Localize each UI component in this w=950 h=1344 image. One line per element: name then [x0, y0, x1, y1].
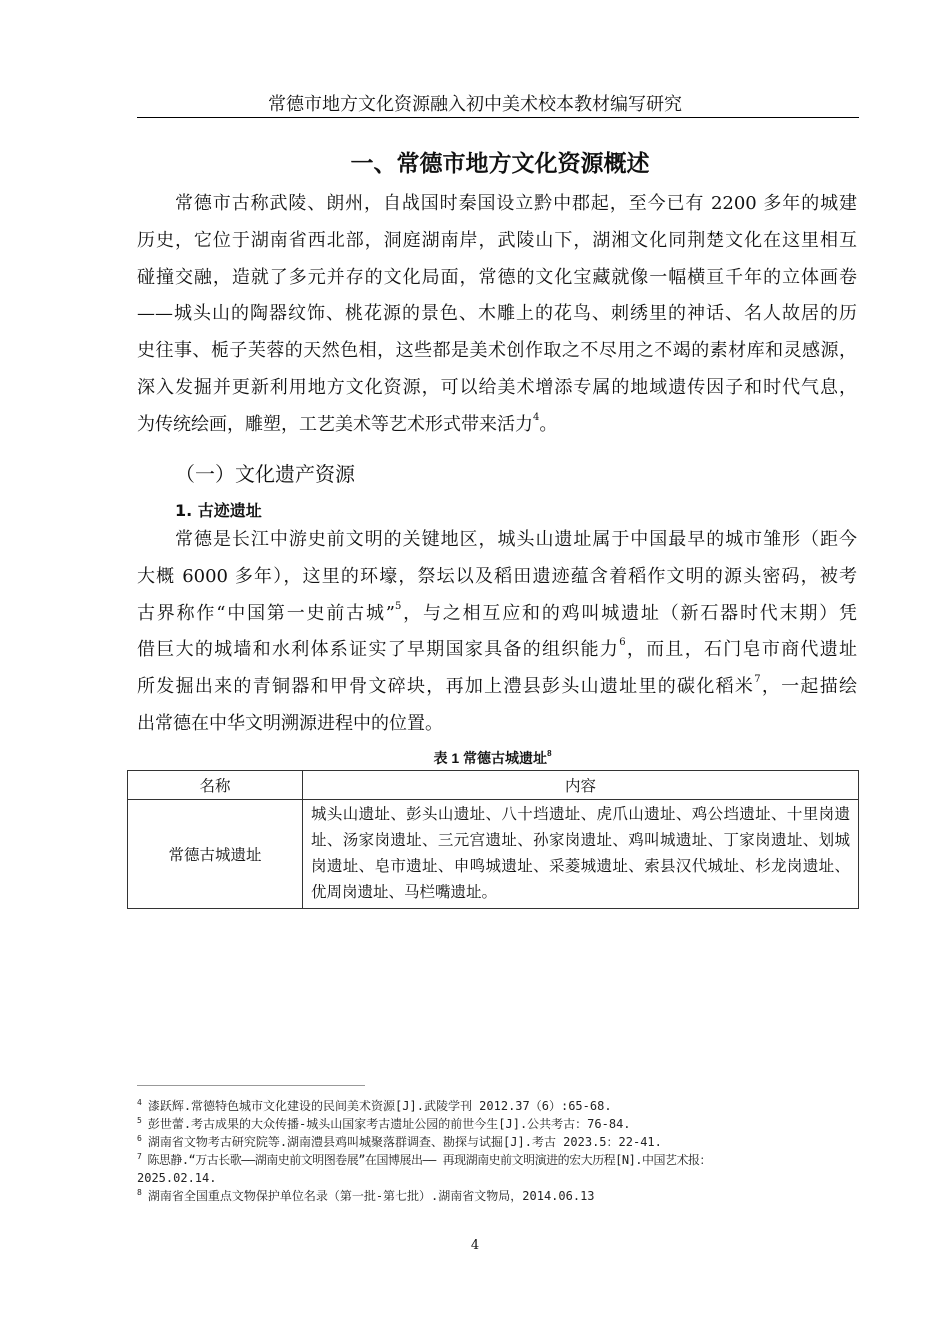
footnote-ref[interactable]: 5 — [394, 600, 402, 612]
footnote — [137, 1115, 862, 1133]
text: ，一起描绘 — [760, 676, 857, 698]
sites-table — [127, 770, 859, 909]
footnote-rule — [137, 1085, 365, 1086]
text: ，与之相互应和的鸡叫城遗址（新石器时代末期）凭 — [401, 602, 857, 624]
column-header-name: 名称 — [128, 771, 303, 800]
text: 古界称作“中国第一史前古城” — [137, 602, 395, 624]
text-line: 大概 6000 多年），这里的环壕，祭坛以及稻田遗迹蕴含着稻作文明的源头密码，被考 — [137, 565, 857, 587]
subsubsection-title: 1. 古迹遗址 — [175, 501, 262, 520]
text-line: 深入发掘并更新利用地方文化资源，可以给美术增添专属的地域遗传因子和时代气息， — [137, 376, 857, 398]
caption-text: 表 1 常德古城遗址 — [433, 750, 548, 766]
footnote-number: 5 — [137, 1116, 142, 1125]
footnote-ref[interactable]: 4 — [533, 411, 540, 423]
table-caption — [0, 748, 950, 768]
cell-name: 常德古城遗址 — [128, 800, 303, 909]
footnote-text: 彭世蕾.考古成果的大众传播-城头山国家考古遗址公园的前世今生[J].公共考古：76-84. — [147, 1117, 631, 1131]
paragraph-sites — [137, 522, 857, 743]
section-title: 一、常德市地方文化资源概述 — [350, 151, 650, 177]
header-rule — [137, 117, 859, 118]
footnote-text: 湖南省全国重点文物保护单位名录（第一批-第七批）.湖南省文物局，2014.06.13 — [147, 1189, 595, 1203]
table-header-row — [128, 771, 859, 800]
footnote-ref[interactable]: 8 — [547, 749, 552, 758]
footnote-number: 6 — [137, 1134, 142, 1143]
text: 为传统绘画，雕塑，工艺美术等艺术形式带来活力 — [137, 413, 533, 435]
text-line: ——城头山的陶器纹饰、桃花源的景色、木雕上的花鸟、刺绣里的神话、名人故居的历 — [137, 303, 857, 325]
footnote-number: 4 — [137, 1098, 142, 1107]
text: 。 — [539, 413, 558, 435]
text-line: 常德是长江中游史前文明的关键地区，城头山遗址属于中国最早的城市雏形（距今 — [175, 529, 857, 550]
subsection-title: （一）文化遗产资源 — [175, 462, 355, 486]
text-line — [137, 596, 857, 633]
text-line — [137, 632, 857, 669]
cell-content: 城头山遗址、彭头山遗址、八十垱遗址、虎爪山遗址、鸡公垱遗址、十里岗遗址、汤家岗遗址、三元宫遗址、孙家岗遗址、鸡叫城遗址、丁家岗遗址、划城岗遗址、皂市遗址、申鸣城遗址、采菱城遗址、索县汉代城址、杉龙岗遗址、优周岗遗址、马栏嘴遗址。 — [303, 800, 859, 909]
running-header: 常德市地方文化资源融入初中美术校本教材编写研究 — [268, 94, 682, 115]
footnote-text: 湖南省文物考古研究院等.湖南澧县鸡叫城聚落群调查、勘探与试掘[J].考古 2023.5：22-41. — [147, 1135, 662, 1149]
footnote-continuation: 2025.02.14. — [137, 1171, 217, 1185]
footnote-number: 7 — [137, 1152, 142, 1161]
text-line — [137, 669, 857, 706]
text-line: 历史，它位于湖南省西北部，洞庭湖南岸，武陵山下，湖湘文化同荆楚文化在这里相互 — [137, 229, 857, 251]
text-line: 出常德在中华文明溯源进程中的位置。 — [137, 712, 443, 734]
text-line: 碰撞交融，造就了多元并存的文化局面，常德的文化宝藏就像一幅横亘千年的立体画卷 — [137, 266, 857, 288]
paragraph-overview — [137, 186, 857, 444]
footnote — [137, 1187, 862, 1205]
footnote — [137, 1151, 862, 1169]
footnote — [137, 1133, 862, 1151]
text: 借巨大的城墙和水利体系证实了早期国家具备的组织能力 — [137, 639, 620, 661]
footnotes — [137, 1097, 862, 1205]
text: ，而且，石门皂市商代遗址 — [625, 639, 857, 661]
footnote-text: 漆跃辉.常德特色城市文化建设的民间美术资源[J].武陵学刊 2012.37（6）:65-68. — [147, 1099, 612, 1113]
text-line: 常德市古称武陵、朗州，自战国时秦国设立黔中郡起，至今已有 2200 多年的城建 — [175, 193, 857, 214]
text-line: 史往事、栀子芙蓉的天然色相，这些都是美术创作取之不尽用之不竭的素材库和灵感源， — [137, 340, 857, 362]
text: 所发掘出来的青铜器和甲骨文碎块，再加上澧县彭头山遗址里的碳化稻米 — [137, 676, 755, 698]
column-header-content: 内容 — [303, 771, 859, 800]
footnote-ref[interactable]: 7 — [754, 674, 761, 686]
text-line — [137, 407, 857, 444]
footnote — [137, 1097, 862, 1115]
footnote-text: 陈思静.“万古长歌——湖南史前文明图卷展”在国博展出—— 再现湖南史前文明演进的宏大历程[N].中国艺术报： — [147, 1153, 712, 1167]
footnote-number: 8 — [137, 1188, 142, 1197]
footnote-ref[interactable]: 6 — [619, 637, 626, 649]
page-number: 4 — [470, 1238, 480, 1253]
table-row — [128, 800, 859, 909]
